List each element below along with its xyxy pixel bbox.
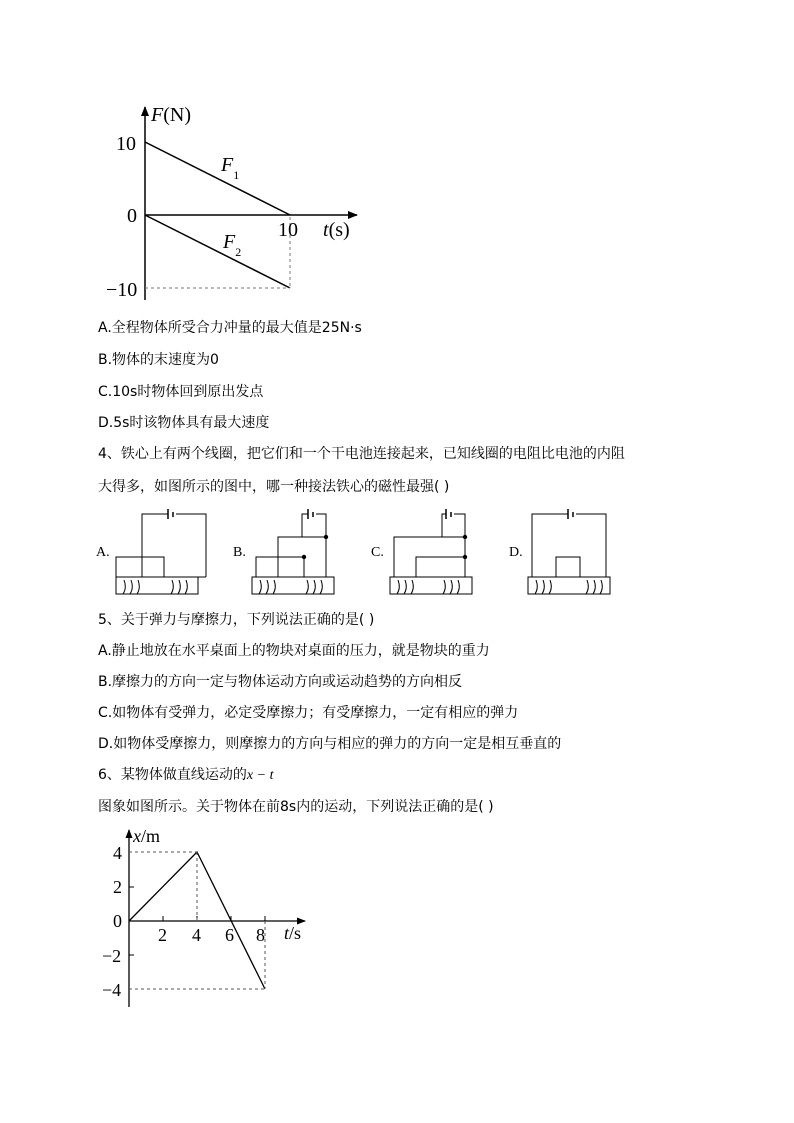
q6-stem-line2: 图象如图所示。关于物体在前8s内的运动，下列说法正确的是( ) — [98, 799, 494, 815]
x-axis-label: t/s — [284, 923, 302, 943]
q6-stem-math: x − t — [246, 768, 274, 783]
tick-label-0: 0 — [127, 205, 137, 227]
x-tick-8: 8 — [256, 925, 265, 945]
circuit-c — [390, 509, 472, 594]
y-axis-label: F(N) — [151, 104, 191, 126]
circuit-a — [116, 509, 206, 594]
f1-line — [145, 142, 290, 215]
force-time-graph — [100, 95, 380, 310]
q5-option-d: D.如物体受摩擦力，则摩擦力的方向与相应的弹力的方向一定是相互垂直的 — [98, 736, 562, 752]
f2-line — [145, 215, 290, 288]
q5-option-c: C.如物体有受弹力，必定受摩擦力；有受摩擦力，一定有相应的弹力 — [98, 705, 519, 721]
x-axis-label: t(s) — [323, 219, 350, 241]
y-tick-0: 0 — [113, 911, 122, 931]
circuit-label-c: C. — [371, 545, 384, 560]
circuit-label-d: D. — [509, 545, 523, 560]
y-axis-label: x/m — [133, 826, 161, 846]
q3-option-b: B.物体的末速度为0 — [98, 352, 219, 368]
tick-label-neg10: −10 — [106, 279, 138, 301]
y-tick-4: 4 — [113, 843, 122, 863]
f2-label: $F_2$ — [223, 231, 242, 259]
q4-stem-line1: 4、铁心上有两个线圈，把它们和一个干电池连接起来，已知线圈的电阻比电池的内阻 — [98, 446, 625, 462]
y-tick-neg4: −4 — [102, 980, 122, 1000]
q3-option-c: C.10s时物体回到原出发点 — [98, 384, 264, 400]
x-tick-2: 2 — [158, 925, 167, 945]
q4-stem-line2: 大得多，如图所示的图中，哪一种接法铁心的磁性最强( ) — [98, 479, 450, 495]
q3-option-a: A.全程物体所受合力冲量的最大值是25N·s — [98, 320, 362, 336]
circuit-diagrams — [94, 506, 624, 602]
x-tick-4: 4 — [192, 925, 201, 945]
q5-stem: 5、关于弹力与摩擦力，下列说法正确的是( ) — [98, 612, 375, 628]
q3-option-d: D.5s时该物体具有最大速度 — [98, 415, 270, 431]
q5-option-b: B.摩擦力的方向一定与物体运动方向或运动趋势的方向相反 — [98, 674, 463, 690]
y-tick-2: 2 — [113, 877, 122, 897]
circuit-b — [252, 509, 334, 594]
circuit-label-b: B. — [233, 545, 246, 560]
q5-option-a: A.静止地放在水平桌面上的物块对桌面的压力，就是物块的重力 — [98, 643, 490, 659]
tick-label-10: 10 — [116, 133, 136, 155]
f1-label: $F_1$ — [221, 154, 240, 182]
circuit-d — [528, 509, 610, 594]
position-time-graph — [100, 822, 320, 1007]
x-tick-label-10: 10 — [278, 219, 298, 241]
q6-stem-text: 6、某物体做直线运动的 — [98, 767, 247, 783]
y-tick-neg2: −2 — [102, 946, 122, 966]
x-tick-6: 6 — [225, 925, 234, 945]
circuit-label-a: A. — [96, 545, 110, 560]
q6-stem-line1 — [98, 765, 273, 786]
